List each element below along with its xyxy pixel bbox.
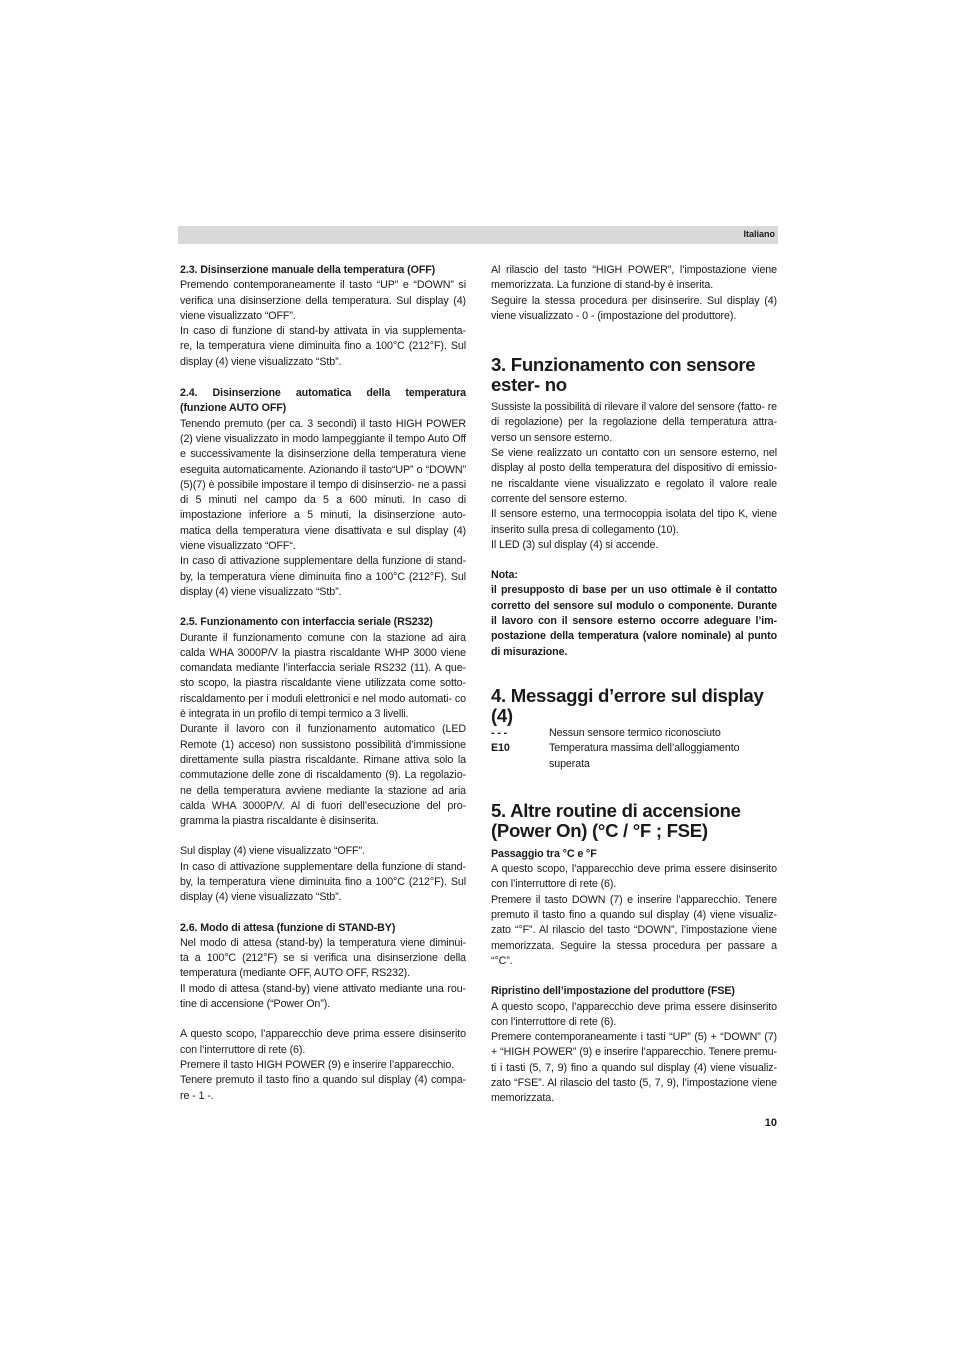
paragraph: Seguire la stessa procedura per disinserire. Sul display (4) viene visualizzato - 0 - (impostazione del produttore). (491, 294, 777, 322)
paragraph: Sul display (4) viene visualizzato “OFF”. (180, 845, 365, 858)
paragraph: Sussiste la possibilità di rilevare il valore del sensore (fatto- re di regolazione) per la regolazione della temperatura attra- verso un sensore esterno. (491, 401, 777, 444)
header-bar (178, 226, 778, 244)
paragraph: Premendo contemporaneamente il tasto “UP” e “DOWN” si verifica una disinserzione della temperatura. Sul display (4) viene visualizzato “OFF”. (180, 279, 466, 322)
error-description: Temperatura massima dell’alloggiamento superata (549, 742, 740, 770)
right-column (491, 263, 777, 1107)
language-label: Italiano (743, 229, 775, 239)
error-code: - - - (491, 726, 508, 739)
paragraph: Premere contemporaneamente i tasti “UP” (5) + “DOWN” (7) + “HIGH POWER” (9) e inserire l’apparecchio. Tenere premu- ti i tasti (5, 7, 9) fino a quando sul display (4) viene visualiz- zato “FSE”. Al rilascio del tasto (5, 7, 9), l’impostazione viene memorizzata. (491, 1031, 777, 1105)
paragraph: Il LED (3) sul display (4) si accende. (491, 538, 659, 551)
paragraph: A questo scopo, l’apparecchio deve prima essere disinserito con l’interruttore di rete (6). (180, 1028, 466, 1056)
note-label: Nota: (491, 569, 518, 582)
section-3 (491, 355, 777, 660)
paragraph: Nel modo di attesa (stand-by) la temperatura viene diminui- ta a 100°C (212°F) se si verifica una disinserzione della temperatura (mediante OFF, AUTO OFF, RS232). (180, 936, 466, 980)
error-description: Nessun sensore termico riconosciuto (549, 726, 721, 739)
error-row (491, 741, 777, 772)
section-2-4 (180, 386, 466, 600)
paragraph: Il sensore esterno, una termocoppia isolata del tipo K, viene inserito sulla presa di collegamento (10). (491, 508, 777, 536)
paragraph: Il modo di attesa (stand-by) viene attivato mediante una rou- tine di accensione (“Power On”). (180, 982, 466, 1011)
section-2-6 (180, 921, 466, 1104)
section-2-5-title: 2.5. Funzionamento con interfaccia seriale (RS232) (180, 616, 433, 629)
section-2-3-title: 2.3. Disinserzione manuale della temperatura (OFF) (180, 264, 436, 276)
paragraph: Tenere premuto il tasto fino a quando sul display (4) compa- re - 1 -. (180, 1074, 466, 1102)
paragraph: In caso di attivazione supplementare della funzione di stand- by, la temperatura viene diminuita fino a 100°C (212°F). Sul display (4) viene visualizzato “Stb”. (180, 555, 466, 598)
paragraph: A questo scopo, l’apparecchio deve prima essere disinserito con l’interruttore di rete (6). (491, 863, 777, 891)
paragraph: Durante il funzionamento comune con la stazione ad aira calda WHA 3000P/V la piastra riscaldante WHP 3000 viene comandata mediante l’interfaccia seriale RS232 (11). A que- sto scopo, la piastra riscaldante viene utilizzata come sotto- riscaldamento per i moduli elettronici e nel modo automati- co è integrata in un profilo di tempi termico a 3 livelli. (180, 631, 466, 721)
error-code: E10 (491, 742, 510, 755)
section-5 (491, 801, 777, 1107)
section-4 (491, 686, 777, 772)
intro-section (491, 263, 777, 324)
paragraph: Tenendo premuto (per ca. 3 secondi) il tasto HIGH POWER (2) viene visualizzato in modo lampeggiante il tempo Auto Off e successivamente la disinserzione della temperatura viene eseguita automaticamente. Azionando il tasto“UP” o “DOWN” (5)(7) è possibile impostare il tempo di disinserzio- ne a passi di 5 minuti nel campo da 5 a 600 minuti. In caso di impostazione inferiore a 5 minuti, la disinserzione auto- matica della temperatura viene disattivata e sul display (4) viene visualizzato “OFF“. (180, 417, 466, 553)
section-2-3 (180, 263, 466, 370)
subsection-title: Passaggio tra °C e °F (491, 847, 597, 860)
paragraph: Premere il tasto HIGH POWER (9) e inserire l’apparecchio. (180, 1058, 455, 1071)
subsection-title: Ripristino dell’impostazione del produttore (FSE) (491, 985, 735, 998)
section-5-heading: 5. Altre routine di accensione (Power On) (°C / °F ; FSE) (491, 799, 741, 841)
section-4-heading: 4. Messaggi d’errore sul display (4) (491, 684, 764, 726)
paragraph: Al rilascio del tasto “HIGH POWER”, l’impostazione viene memorizzata. La funzione di stand-by è inserita. (491, 264, 777, 292)
section-2-6-title: 2.6. Modo di attesa (funzione di STAND-BY) (180, 921, 396, 934)
left-column (180, 263, 466, 1104)
paragraph: In caso di funzione di stand-by attivata in via supplementa- re, la temperatura viene diminuita fino a 100°C (212°F). Sul display (4) viene visualizzato “Stb”. (180, 325, 466, 368)
paragraph: Durante il lavoro con il funzionamento automatico (LED Remote (1) acceso) non sussistono possibilità d’immissione direttamente sulla piastra riscaldante. Rimane attiva solo la commutazione delle zone di riscaldamento (9). La regolazio- ne della temperatura avviene mediante la stazione ad aria calda WHA 3000P/V. Al di fuori dell’esecuzione del pro- gramma la piastra riscaldante è disinserita. (180, 723, 466, 828)
section-2-4-title: 2.4. Disinserzione automatica della temperatura (funzione AUTO OFF) (180, 387, 466, 415)
section-2-5 (180, 615, 466, 905)
paragraph: In caso di attivazione supplementare della funzione di stand- by, la temperatura viene diminuita fino a 100°C (212°F). Sul display (4) viene visualizzato “Stb”. (180, 860, 466, 904)
paragraph: A questo scopo, l’apparecchio deve prima essere disinserito con l’interruttore di rete (6). (491, 1000, 777, 1028)
page-number: 10 (764, 1117, 777, 1129)
paragraph: Premere il tasto DOWN (7) e inserire l’apparecchio. Tenere premuto il tasto fino a quando sul display (4) viene visualiz- zato “°F”. Al rilascio del tasto “DOWN”, l’impostazione viene memorizzata. Seguire la stessa procedura per passare a “°C”. (491, 893, 777, 967)
section-3-heading: 3. Funzionamento con sensore ester- no (491, 354, 756, 396)
note-text: il presupposto di base per un uso ottimale è il contatto corretto del sensore sul modulo o componente. Durante il lavoro con il sensore esterno occorre adeguare l’im- postazione della temperatura (valore nominale) al punto di misurazione. (491, 584, 777, 658)
paragraph: Se viene realizzato un contatto con un sensore esterno, nel display al posto della temperatura del dispositivo di emissio- ne riscaldante viene visualizzato e regolato il valore reale corrente del sensore esterno. (491, 447, 777, 505)
error-row (491, 726, 777, 741)
